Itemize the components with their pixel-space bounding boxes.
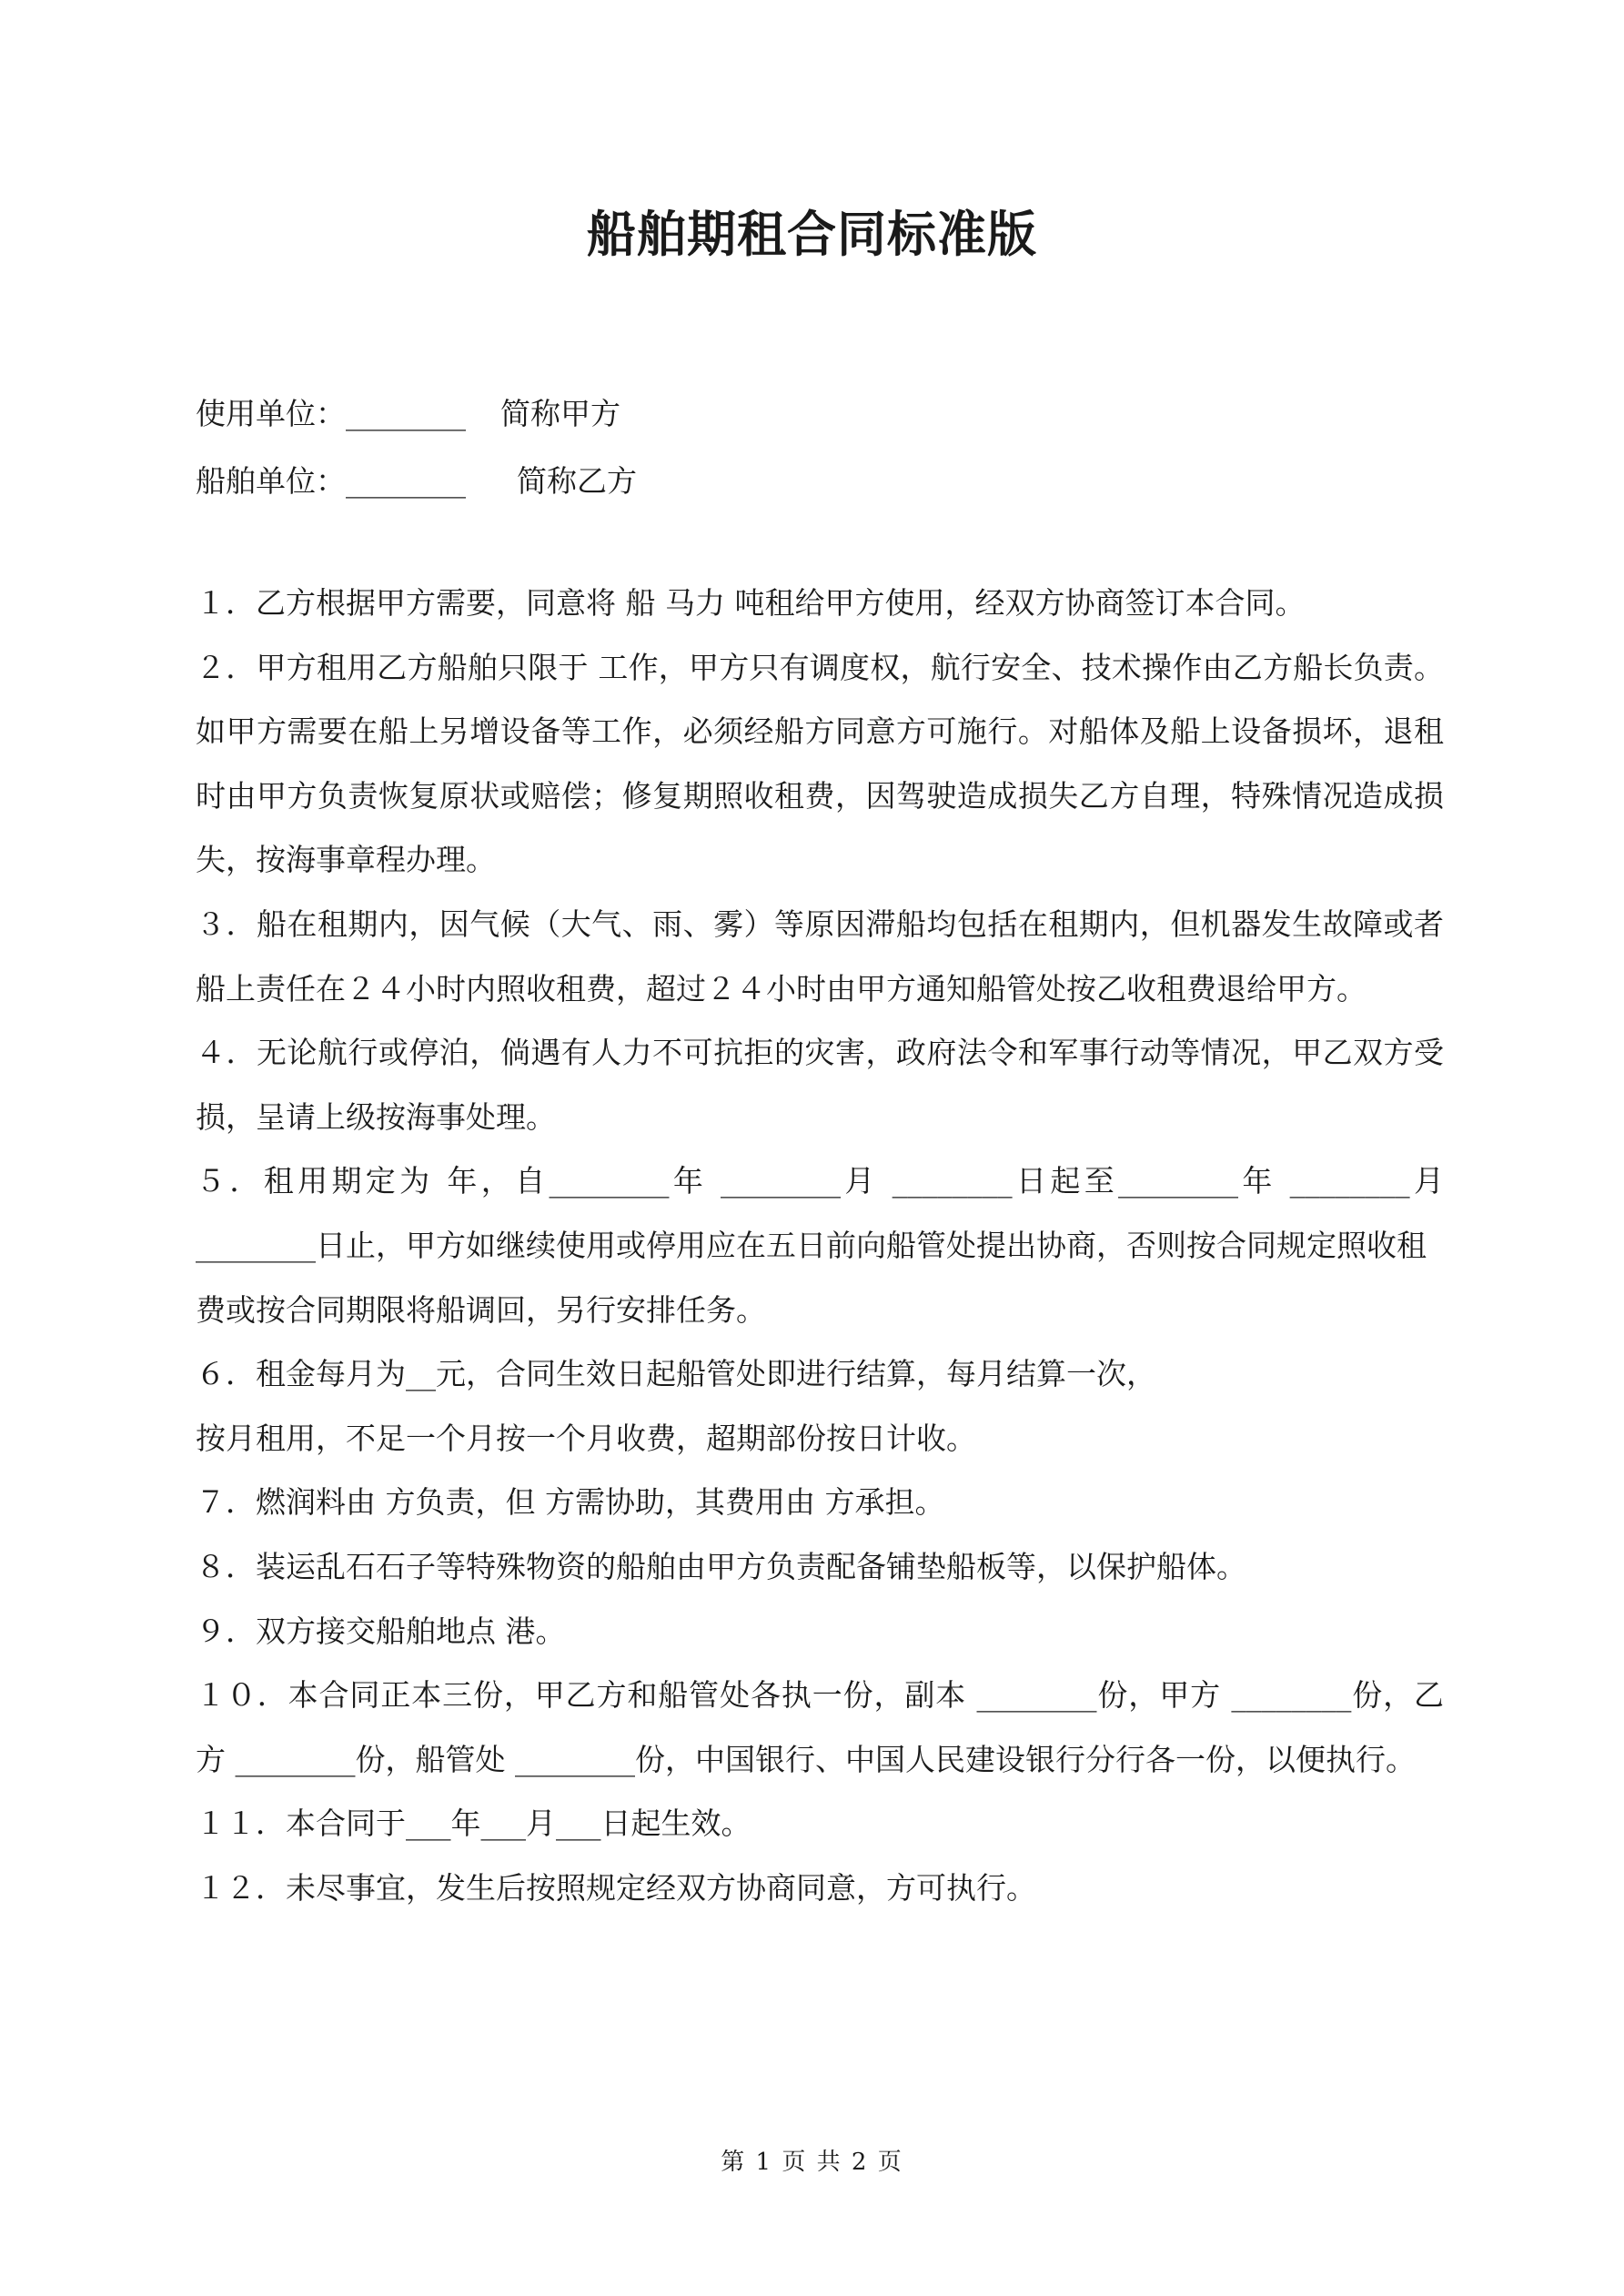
- party-user-blank: ________: [346, 396, 466, 431]
- document-title: 船舶期租合同标准版: [587, 205, 1037, 263]
- clause-12: １２．未尽事宜，发生后按照规定经双方协商同意，方可执行。: [196, 1869, 1036, 1906]
- clause-6-continued: 按月租用，不足一个月按一个月收费，超期部份按日计收。: [196, 1420, 976, 1456]
- clause-4: ４．无论航行或停泊，倘遇有人力不可抗拒的灾害，政府法令和军事行动等情况，甲乙双方受损，呈请上级按海事处理。: [196, 1035, 1444, 1135]
- clause-1: １．乙方根据甲方需要，同意将 船 马力 吨租给甲方使用，经双方协商签订本合同。: [196, 585, 1306, 621]
- clause-9: ９．双方接交船舶地点 港。: [196, 1613, 566, 1649]
- clause-6: ６．租金每月为__元，合同生效日起船管处即进行结算，每月结算一次，: [196, 1356, 1156, 1392]
- clause-5-continued: 费或按合同期限将船调回，另行安排任务。: [196, 1291, 766, 1328]
- clause-5: ５．租用期定为 年，自________年 ________月 ________日起至________年 ________月 ________日止，甲方如继续使用或停用应在五日前向船管处提出协商，否则按合同规定照收租: [196, 1163, 1444, 1263]
- party-block: [196, 380, 1451, 515]
- party-user-short: 简称甲方: [500, 396, 620, 431]
- party-user-label: 使用单位：: [196, 396, 346, 431]
- party-owner-label: 船舶单位：: [196, 463, 346, 499]
- clause-2: ２．甲方租用乙方船舶只限于 工作，甲方只有调度权，航行安全、技术操作由乙方船长负责。如甲方需要在船上另增设备等工作，必须经船方同意方可施行。对船体及船上设备损坏，退租时由甲方负责恢复原状或赔偿；修复期照收租费，因驾驶造成损失乙方自理，特殊情况造成损失，按海事章程办理。: [196, 649, 1444, 878]
- contract-body: [196, 571, 1444, 1920]
- clause-7: ７．燃润料由 方负责，但 方需协助，其费用由 方承担。: [196, 1484, 945, 1521]
- party-owner-blank: ________: [346, 463, 466, 499]
- clause-11: １１．本合同于___年___月___日起生效。: [196, 1805, 751, 1842]
- clause-3: ３．船在租期内，因气候（大气、雨、雾）等原因滞船均包括在租期内，但机器发生故障或者船上责任在２４小时内照收租费，超过２４小时由甲方通知船管处按乙收租费退给甲方。: [196, 905, 1444, 1006]
- page-number-footer: 第 1 页 共 2 页: [721, 2149, 903, 2176]
- clause-8: ８．装运乱石石子等特殊物资的船舶由甲方负责配备铺垫船板等，以保护船体。: [196, 1548, 1246, 1584]
- party-user-line: [196, 380, 1451, 448]
- party-owner-short: 简称乙方: [517, 463, 637, 499]
- party-owner-line: [196, 448, 1451, 515]
- clause-10: １０．本合同正本三份，甲乙方和船管处各执一份，副本 ________份，甲方 ________份，乙方 ________份，船管处 ________份，中国银行、中国人民建设银行分行各一份，以便执行。: [196, 1677, 1444, 1777]
